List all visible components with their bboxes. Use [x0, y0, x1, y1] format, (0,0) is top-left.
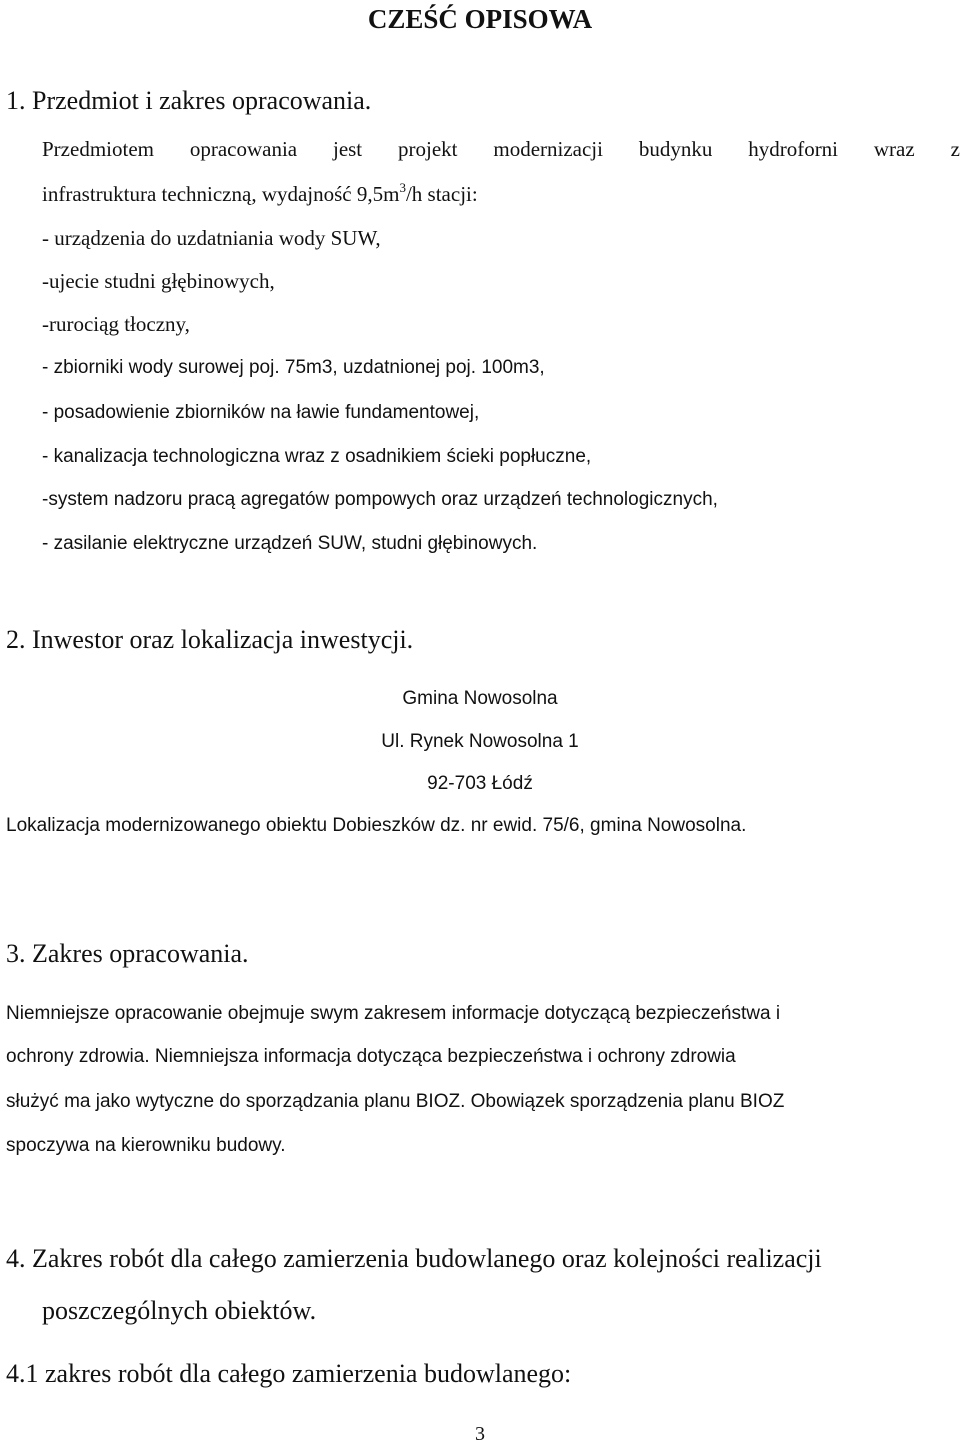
list-item: - zasilanie elektryczne urządzeń SUW, studni głębinowych. — [42, 533, 538, 554]
section-4-heading: 4. Zakres robót dla całego zamierzenia budowlanego oraz kolejności realizacji — [6, 1244, 822, 1273]
intro-word: Przedmiotem — [42, 137, 154, 161]
list-item: -system nadzoru pracą agregatów pompowych oraz urządzeń technologicznych, — [42, 489, 718, 510]
list-item: - posadowienie zbiorników na ławie fundamentowej, — [42, 402, 480, 423]
address-line: Ul. Rynek Nowosolna 1 — [381, 731, 579, 752]
section-4-1-heading: 4.1 zakres robót dla całego zamierzenia budowlanego: — [6, 1359, 572, 1388]
document-title: CZEŚĆ OPISOWA — [367, 4, 593, 34]
list-item: - kanalizacja technologiczna wraz z osadnikiem ścieki popłuczne, — [42, 446, 592, 467]
intro-word: opracowania — [189, 137, 298, 161]
section-4-heading-continued: poszczególnych obiektów. — [42, 1296, 317, 1325]
list-item: -rurociąg tłoczny, — [42, 312, 190, 336]
intro-word: z — [950, 137, 960, 161]
paragraph-line: Niemniejsze opracowanie obejmuje swym zakresem informacje dotyczącą bezpieczeństwa i — [6, 1003, 781, 1024]
section-3-heading: 3. Zakres opracowania. — [6, 939, 249, 968]
address-line: Gmina Nowosolna — [402, 688, 558, 709]
intro-line-2-text-end: /h stacji: — [405, 182, 478, 206]
intro-word: projekt — [398, 137, 458, 161]
paragraph-line: służyć ma jako wytyczne do sporządzania planu BIOZ. Obowiązek sporządzenia planu BIOZ — [6, 1091, 785, 1112]
intro-word: jest — [332, 137, 363, 161]
address-line: 92-703 Łódź — [427, 773, 533, 794]
intro-line-2-text: infrastruktura techniczną, wydajność 9,5m — [42, 182, 400, 206]
page-number: 3 — [475, 1423, 485, 1445]
section-2-heading: 2. Inwestor oraz lokalizacja inwestycji. — [6, 625, 414, 654]
intro-word: hydroforni — [748, 137, 839, 161]
section-1-intro-line-1 — [42, 139, 960, 160]
section-1-intro-line-2 — [42, 180, 478, 206]
list-item: - zbiorniki wody surowej poj. 75m3, uzdatnionej poj. 100m3, — [42, 357, 545, 378]
location-text: Lokalizacja modernizowanego obiektu Dobieszków dz. nr ewid. 75/6, gmina Nowosolna. — [6, 815, 747, 836]
paragraph-line: spoczywa na kierowniku budowy. — [6, 1135, 286, 1156]
list-item: - urządzenia do uzdatniania wody SUW, — [42, 226, 381, 250]
paragraph-line: ochrony zdrowia. Niemniejsza informacja dotycząca bezpieczeństwa i ochrony zdrowia — [6, 1046, 736, 1067]
list-item: -ujecie studni głębinowych, — [42, 269, 275, 293]
section-1-heading: 1. Przedmiot i zakres opracowania. — [6, 86, 372, 115]
superscript: 3 — [399, 180, 406, 195]
intro-word: modernizacji — [493, 137, 603, 161]
intro-word: wraz — [873, 137, 915, 161]
intro-word: budynku — [638, 137, 713, 161]
